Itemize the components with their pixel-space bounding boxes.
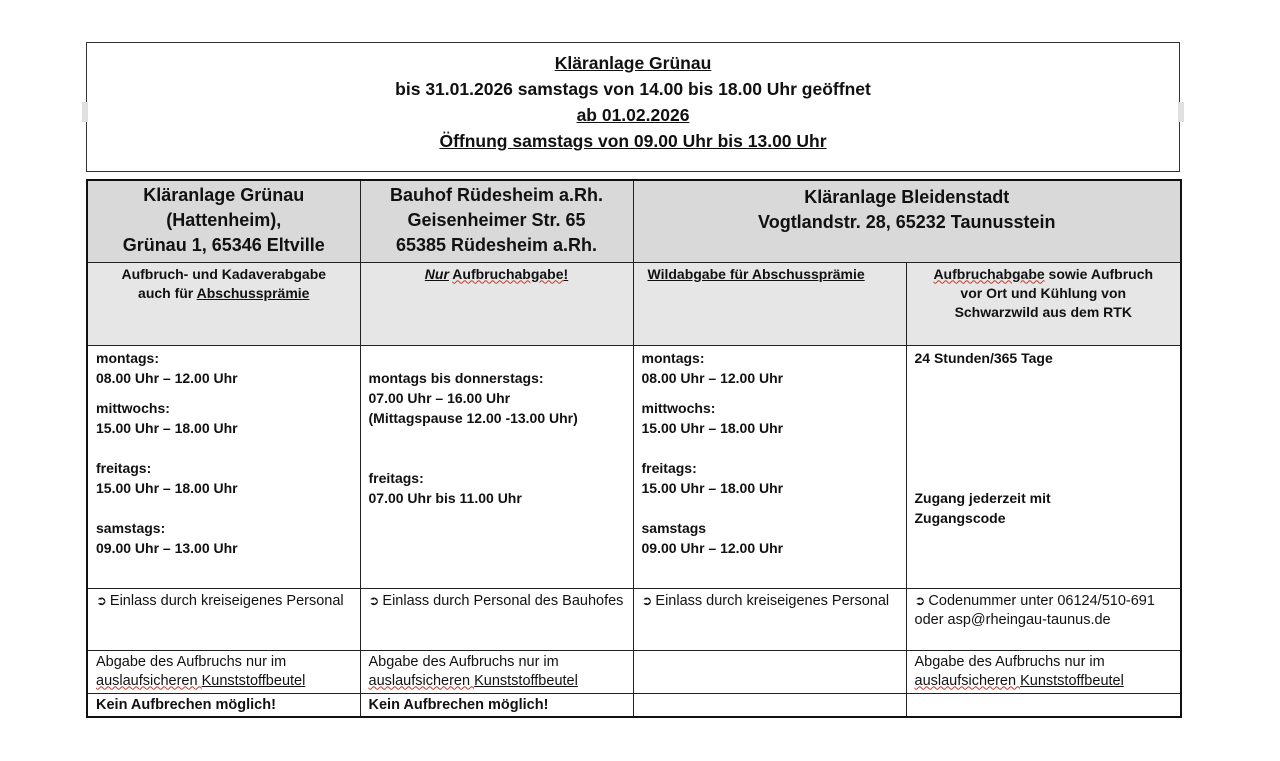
header-kläranlage-bleidenstadt <box>633 180 1181 262</box>
bag-c4-auslaufsicheren: auslaufsicheren <box>914 672 1021 689</box>
hours-c1-time3: 15.00 Uhr – 18.00 Uhr <box>96 479 238 496</box>
notice-line-hours-wrap <box>87 128 1179 154</box>
header-c2-line2: Geisenheimer Str. 65 <box>407 210 586 230</box>
hours-c1-day4: samstags: <box>96 519 166 536</box>
bag-c4 <box>906 650 1181 693</box>
header-c2-line1: Bauhof Rüdesheim a.Rh. <box>389 185 604 205</box>
notice-line-until: bis 31.01.2026 samstags von 14.00 bis 18.00 Uhr geöffnet <box>395 79 871 99</box>
bag-c2-kunststoffbeutel: Kunststoffbeutel <box>474 672 578 689</box>
subheader-c4-line3: Schwarzwild aus dem RTK <box>954 303 1132 320</box>
hours-c3-day1: montags: <box>641 349 705 366</box>
arrow-icon: ➲ <box>368 592 380 608</box>
bag-c3-empty <box>633 650 906 693</box>
hours-c2-lunch: (Mittagspause 12.00 -13.00 Uhr) <box>368 409 578 426</box>
hours-c1 <box>87 345 360 588</box>
hours-c4-access-line2: Zugangscode <box>914 509 1006 526</box>
margin-marker-right <box>1178 102 1184 122</box>
subheader-c1-line2b: Abschussprämie <box>196 284 310 301</box>
subheader-c2-nur: Nur <box>424 265 449 282</box>
subheader-c2 <box>360 262 633 345</box>
subheader-c2-aufbruchabgabe: Aufbruchabgabe <box>452 265 564 282</box>
bag-c4-line1: Abgabe des Aufbruchs nur im <box>914 653 1105 670</box>
header-row <box>87 180 1181 262</box>
last-c4-empty <box>906 693 1181 717</box>
entry-c1-text: Einlass durch kreiseigenes Personal <box>109 592 344 609</box>
hours-c2-day1: montags bis donnerstags: <box>368 369 544 386</box>
hours-c4 <box>906 345 1181 588</box>
entry-row <box>87 588 1181 650</box>
hours-c2-time1: 07.00 Uhr – 16.00 Uhr <box>368 389 511 406</box>
hours-c2 <box>360 345 633 588</box>
notice-title: Kläranlage Grünau <box>554 53 712 73</box>
subheader-row <box>87 262 1181 345</box>
bag-row <box>87 650 1181 693</box>
hours-c1-day2: mittwochs: <box>96 399 170 416</box>
hours-c3-time2: 15.00 Uhr – 18.00 Uhr <box>641 419 784 436</box>
subheader-c3-text: Wildabgabe für Abschussprämie <box>647 265 865 282</box>
bag-c4-kunststoffbeutel: Kunststoffbeutel <box>1020 672 1124 689</box>
hours-c3-day3: freitags: <box>641 459 697 476</box>
bag-c2 <box>360 650 633 693</box>
hours-c3-day2: mittwochs: <box>641 399 716 416</box>
subheader-c4-aufbruchabgabe: Aufbruchabgabe <box>933 265 1045 282</box>
hours-c3 <box>633 345 906 588</box>
header-c1-line1: Kläranlage Grünau <box>143 185 305 205</box>
subheader-c4-rest: sowie Aufbruch <box>1044 265 1154 282</box>
hours-c1-time1: 08.00 Uhr – 12.00 Uhr <box>96 369 238 386</box>
subheader-c1-line2a: auch für <box>138 284 197 301</box>
entry-c3-text: Einlass durch kreiseigenes Personal <box>655 592 890 609</box>
arrow-icon: ➲ <box>914 592 926 608</box>
hours-c2-time2: 07.00 Uhr bis 11.00 Uhr <box>368 489 522 506</box>
subheader-c1 <box>87 262 360 345</box>
hours-c3-time1: 08.00 Uhr – 12.00 Uhr <box>641 369 784 386</box>
bag-c1 <box>87 650 360 693</box>
hours-c1-day3: freitags: <box>96 459 152 476</box>
no-opening-row <box>87 693 1181 717</box>
bag-c1-line1: Abgabe des Aufbruchs nur im <box>96 653 287 670</box>
header-bauhof-ruedesheim <box>360 180 633 262</box>
bag-c2-auslaufsicheren: auslaufsicheren <box>368 672 475 689</box>
drop-off-schedule-table <box>86 179 1182 718</box>
hours-c3-time4: 09.00 Uhr – 12.00 Uhr <box>641 539 784 556</box>
entry-c2-text: Einlass durch Personal des Bauhofes <box>382 592 624 609</box>
header-c2-line3: 65385 Rüdesheim a.Rh. <box>395 235 598 255</box>
hours-c2-day2: freitags: <box>368 469 424 486</box>
notice-line-hours: Öffnung samstags von 09.00 Uhr bis 13.00 Uhr <box>439 131 827 151</box>
hours-c3-time3: 15.00 Uhr – 18.00 Uhr <box>641 479 784 496</box>
last-c1: Kein Aufbrechen möglich! <box>87 693 360 717</box>
bag-c1-auslaufsicheren: auslaufsicheren <box>96 672 202 689</box>
header-c3-line2: Vogtlandstr. 28, 65232 Taunusstein <box>758 212 1056 232</box>
hours-c4-always: 24 Stunden/365 Tage <box>914 349 1053 366</box>
hours-c3-day4: samstags <box>641 519 707 536</box>
hours-c4-access-line1: Zugang jederzeit mit <box>914 489 1051 506</box>
hours-row <box>87 345 1181 588</box>
subheader-c3 <box>633 262 906 345</box>
hours-c1-time4: 09.00 Uhr – 13.00 Uhr <box>96 539 238 556</box>
notice-line-from: ab 01.02.2026 <box>576 105 690 125</box>
entry-c3 <box>633 588 906 650</box>
hours-c1-time2: 15.00 Uhr – 18.00 Uhr <box>96 419 238 436</box>
bag-c1-kunststoffbeutel: Kunststoffbeutel <box>201 672 306 689</box>
entry-c4 <box>906 588 1181 650</box>
margin-marker-left <box>82 102 88 122</box>
header-c1-line3: Grünau 1, 65346 Eltville <box>122 235 325 255</box>
subheader-c2-excl: ! <box>563 265 569 282</box>
arrow-icon: ➲ <box>641 592 653 608</box>
entry-c4-text: Codenummer unter 06124/510-691 oder asp@rheingau-taunus.de <box>914 592 1155 628</box>
header-c1-line2: (Hattenheim), <box>166 210 282 230</box>
last-c2: Kein Aufbrechen möglich! <box>360 693 633 717</box>
header-kläranlage-gruenau <box>87 180 360 262</box>
subheader-c1-line1: Aufbruch- und Kadaverabgabe <box>121 265 327 282</box>
subheader-c4 <box>906 262 1181 345</box>
arrow-icon: ➲ <box>96 592 107 608</box>
opening-notice-box <box>86 42 1180 172</box>
subheader-c4-line2: vor Ort und Kühlung von <box>960 284 1127 301</box>
notice-line-from-wrap <box>87 102 1179 128</box>
last-c3-empty <box>633 693 906 717</box>
entry-c1 <box>87 588 360 650</box>
entry-c2 <box>360 588 633 650</box>
hours-c1-day1: montags: <box>96 349 159 366</box>
bag-c2-line1: Abgabe des Aufbruchs nur im <box>368 653 559 670</box>
header-c3-line1: Kläranlage Bleidenstadt <box>804 187 1010 207</box>
